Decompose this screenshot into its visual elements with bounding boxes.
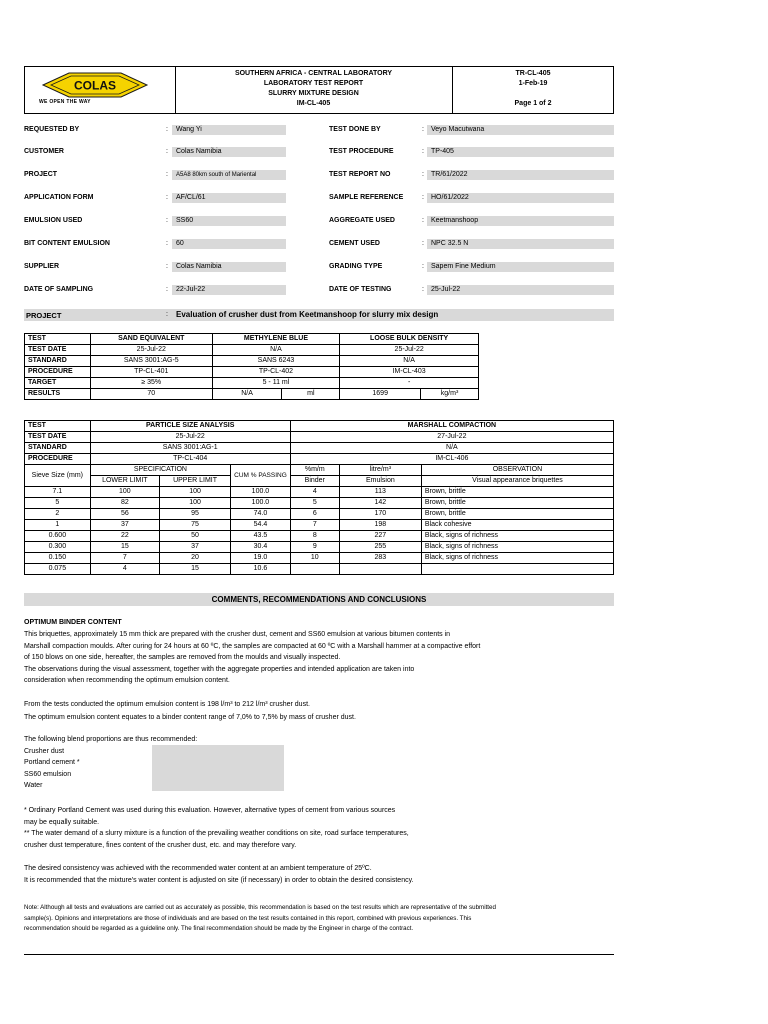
table-cell [339, 564, 421, 575]
table-cell: 2 [25, 509, 91, 520]
th2-pct: %m/m [290, 465, 339, 476]
table-row [25, 509, 614, 520]
info-label: SUPPLIER [24, 263, 60, 270]
table-row [25, 454, 614, 465]
table-cell: 43.5 [231, 531, 291, 542]
table-cell: Black cohesive [421, 520, 613, 531]
table-cell: 142 [339, 498, 421, 509]
th2-psa: PARTICLE SIZE ANALYSIS [90, 421, 290, 432]
table-cell: TP-CL-401 [90, 367, 212, 378]
table-cell: 37 [90, 520, 159, 531]
th2-lower: LOWER LIMIT [90, 476, 159, 487]
table-cell: 10 [290, 553, 339, 564]
info-value: Keetmanshoop [427, 216, 614, 226]
paragraph-line: From the tests conducted the optimum emulsion content is 198 l/m³ to 212 l/m³ crusher dust. [24, 701, 310, 708]
report-type: LABORATORY TEST REPORT [263, 80, 364, 87]
th2-upper: UPPER LIMIT [159, 476, 230, 487]
logo-tagline: WE OPEN THE WAY [39, 99, 91, 105]
th-test: TEST [25, 334, 91, 345]
table-row [25, 345, 479, 356]
table-cell: 54.4 [231, 520, 291, 531]
info-value: Colas Namibia [172, 262, 286, 272]
paragraph-line: Marshall compaction moulds. After curing for 24 hours at 60 ºC, the samples are compacted at 60 ºC with a Marshall hammer at a compactive effort [24, 642, 481, 650]
table-cell: 20 [159, 553, 230, 564]
info-label: CEMENT USED [329, 240, 380, 247]
table-cell: 1 [25, 520, 91, 531]
info-value: Sapem Fine Medium [427, 262, 614, 272]
table-cell: 9 [290, 542, 339, 553]
table-cell: 25-Jul-22 [340, 345, 479, 356]
table-cell: 10.6 [231, 564, 291, 575]
table-cell: 15 [90, 542, 159, 553]
info-colon: : [166, 263, 168, 270]
table-cell: SANS 3001:AG-5 [90, 356, 212, 367]
table-row [25, 432, 614, 443]
info-value: AF/CL/61 [172, 193, 286, 203]
blend-shading [152, 745, 284, 791]
logo-cell [25, 67, 176, 113]
table-cell: TEST DATE [25, 345, 91, 356]
info-label: DATE OF SAMPLING [24, 286, 94, 293]
table-cell: IM-CL-403 [340, 367, 479, 378]
table-cell: 4 [290, 487, 339, 498]
table-cell: 25-Jul-22 [90, 432, 290, 443]
table-cell: TP-CL-402 [212, 367, 340, 378]
table-cell: 19.0 [231, 553, 291, 564]
table-row [25, 520, 614, 531]
table-cell: PROCEDURE [25, 367, 91, 378]
table-cell: 75 [159, 520, 230, 531]
info-colon: : [422, 126, 424, 133]
footnote-line: crusher dust temperature, fines content of the crusher dust, etc. and may therefore vary. [24, 841, 297, 849]
table-cell: 27-Jul-22 [290, 432, 613, 443]
info-label: TEST DONE BY [329, 126, 381, 133]
table-row [25, 356, 479, 367]
info-label: SAMPLE REFERENCE [329, 194, 404, 201]
info-label: BIT CONTENT EMULSION [24, 240, 110, 247]
table-cell: 5 [290, 498, 339, 509]
info-colon: : [422, 171, 424, 178]
paragraph-line: This briquettes, approximately 15 mm thick are prepared with the crusher dust, cement and SS60 emulsion at various bitumen contents in [24, 631, 451, 638]
info-label: PROJECT [24, 171, 58, 178]
table-row [25, 553, 614, 564]
info-value: NPC 32.5 N [427, 239, 614, 249]
table-cell: TP-CL-404 [90, 454, 290, 465]
doc-number: TR-CL-405 [515, 70, 551, 77]
table-cell: ≥ 35% [90, 378, 212, 389]
th-loose-bulk-density: LOOSE BULK DENSITY [340, 334, 479, 345]
info-value: Veyo Macutwana [427, 125, 614, 135]
info-colon: : [422, 217, 424, 224]
table-cell: 30.4 [231, 542, 291, 553]
table-cell: SANS 6243 [212, 356, 340, 367]
info-value: HO/61/2022 [427, 193, 614, 203]
table-cell: 0.150 [25, 553, 91, 564]
th2-spec: SPECIFICATION [90, 465, 230, 476]
result-se: 70 [90, 389, 212, 400]
note-line: sample(s). Opinions and interpretations are those of individuals and are based on the test results contained in this report, combined with previous experiences. This [24, 914, 472, 922]
table-row [25, 378, 479, 389]
info-label: REQUESTED BY [24, 126, 80, 133]
table-cell [290, 564, 339, 575]
table-cell: 283 [339, 553, 421, 564]
report-header [24, 66, 614, 114]
comments-bar: COMMENTS, RECOMMENDATIONS AND CONCLUSIONS [24, 593, 614, 606]
results-label: RESULTS [25, 389, 91, 400]
info-value: TP-405 [427, 147, 614, 157]
th2-emulsion: Emulsion [339, 476, 421, 487]
table-cell: 113 [339, 487, 421, 498]
result-mb: N/A [212, 389, 282, 400]
table-cell: TARGET [25, 378, 91, 389]
project-colon: : [166, 311, 168, 318]
note-line: recommendation should be regarded as a guideline only. The final recommendation should be made by the Engineer in charge of the contract. [24, 925, 414, 932]
table-cell: 100.0 [231, 487, 291, 498]
th2-sieve: Sieve Size (mm) [25, 465, 91, 487]
th2-litre: litre/m³ [339, 465, 421, 476]
info-value: Colas Namibia [172, 147, 286, 157]
page-number: Page 1 of 2 [514, 100, 552, 107]
table-cell: N/A [212, 345, 340, 356]
info-value: A5A8 80km south of Mariental [172, 170, 286, 180]
result-lbd-unit: kg/m³ [421, 389, 479, 400]
info-colon: : [166, 217, 168, 224]
paragraph-line: The observations during the visual assessment, together with the aggregate properties and intended application are taken into [24, 665, 415, 673]
blend-item: SS60 emulsion [24, 770, 72, 778]
table-cell: 7.1 [25, 487, 91, 498]
table-cell: 50 [159, 531, 230, 542]
blend-item: Water [24, 781, 43, 789]
th2-cum: CUM % PASSING [231, 465, 291, 487]
disclaimer-note [24, 903, 616, 935]
doc-date: 1-Feb-19 [518, 80, 548, 87]
table-cell: 100 [90, 487, 159, 498]
table-cell: 5 - 11 ml [212, 378, 340, 389]
table-cell: 15 [159, 564, 230, 575]
method-code: IM-CL-405 [296, 100, 331, 107]
table-cell: 0.600 [25, 531, 91, 542]
info-colon: : [422, 286, 424, 293]
table-cell: 25-Jul-22 [90, 345, 212, 356]
table-cell: 198 [339, 520, 421, 531]
footer-rule [24, 954, 614, 955]
info-value: 60 [172, 239, 286, 249]
table-cell: Black, signs of richness [421, 553, 613, 564]
footnote-line: may be equally suitable. [24, 818, 100, 826]
table-cell: TEST DATE [25, 432, 91, 443]
table-cell: 227 [339, 531, 421, 542]
table-cell: 255 [339, 542, 421, 553]
info-colon: : [166, 286, 168, 293]
table-cell: 100 [159, 498, 230, 509]
blend-item: Crusher dust [24, 748, 65, 755]
info-colon: : [422, 194, 424, 201]
note-line: Note: Although all tests and evaluations are carried out as accurately as possible, this recommendation is based on the test results which are representative of the submitted [24, 904, 496, 911]
table-cell: N/A [340, 356, 479, 367]
table-cell: IM-CL-406 [290, 454, 613, 465]
table-cell: 95 [159, 509, 230, 520]
table-cell [421, 564, 613, 575]
paragraph-line: of 150 blows on one side, hereafter, the samples are removed from the moulds and visually inspected. [24, 654, 341, 661]
result-lbd: 1699 [340, 389, 421, 400]
table-cell: 7 [290, 520, 339, 531]
table-row [25, 542, 614, 553]
table-cell: Black, signs of richness [421, 531, 613, 542]
table-cell: STANDARD [25, 356, 91, 367]
table-cell: 0.075 [25, 564, 91, 575]
table-cell: 170 [339, 509, 421, 520]
header-meta-cell [453, 67, 613, 113]
logo-text: COLAS [74, 78, 116, 93]
table-cell: 8 [290, 531, 339, 542]
paragraph-line: The optimum emulsion content equates to a binder content range of 7,0% to 7,5% by mass of crusher dust. [24, 713, 356, 721]
info-colon: : [166, 194, 168, 201]
comments-heading: OPTIMUM BINDER CONTENT [24, 619, 122, 626]
info-value: SS60 [172, 216, 286, 226]
table-cell: STANDARD [25, 443, 91, 454]
table-row [25, 443, 614, 454]
th2-observation: OBSERVATION [421, 465, 613, 476]
th2-binder: Binder [290, 476, 339, 487]
table-cell: 100.0 [231, 498, 291, 509]
info-label: GRADING TYPE [329, 263, 383, 270]
table-row [25, 367, 479, 378]
project-label: PROJECT [26, 311, 62, 320]
info-colon: : [166, 126, 168, 133]
colas-logo [39, 72, 151, 98]
paragraph-line: It is recommended that the mixture's water content is adjusted on site (if necessary) in order to obtain the desired consistency. [24, 877, 414, 884]
table-cell: N/A [290, 443, 613, 454]
table-cell: 0.300 [25, 542, 91, 553]
table-cell: Brown, brittle [421, 498, 613, 509]
result-mb-unit: ml [282, 389, 340, 400]
th-methylene-blue: METHYLENE BLUE [212, 334, 340, 345]
info-value: 25-Jul-22 [427, 285, 614, 295]
info-label: CUSTOMER [24, 148, 64, 155]
table-cell: Brown, brittle [421, 509, 613, 520]
info-label: APPLICATION FORM [24, 194, 94, 201]
info-colon: : [422, 240, 424, 247]
grading-table [24, 420, 614, 575]
th2-test: TEST [25, 421, 91, 432]
table-cell: 4 [90, 564, 159, 575]
info-value: 22-Jul-22 [172, 285, 286, 295]
table-cell: Black, signs of richness [421, 542, 613, 553]
table-cell: 6 [290, 509, 339, 520]
org-name: SOUTHERN AFRICA - CENTRAL LABORATORY [234, 70, 393, 77]
table-cell: 22 [90, 531, 159, 542]
table-cell: 37 [159, 542, 230, 553]
info-value: Wang Yi [172, 125, 286, 135]
paragraph-line: consideration when recommending the optimum emulsion content. [24, 677, 230, 684]
info-label: EMULSION USED [24, 217, 83, 224]
info-colon: : [166, 240, 168, 247]
info-label: TEST REPORT NO [329, 171, 391, 178]
table-cell: 5 [25, 498, 91, 509]
th-sand-equivalent: SAND EQUIVALENT [90, 334, 212, 345]
design-title: SLURRY MIXTURE DESIGN [268, 90, 359, 97]
th2-marshall: MARSHALL COMPACTION [290, 421, 613, 432]
info-label: TEST PROCEDURE [329, 148, 394, 155]
info-label: DATE OF TESTING [329, 286, 392, 293]
info-label: AGGREGATE USED [329, 217, 395, 224]
tests-table [24, 333, 479, 400]
info-colon: : [422, 263, 424, 270]
footnote-line: ** The water demand of a slurry mixture is a function of the prevailing weather conditions on site, road surface temperatures, [24, 830, 409, 837]
table-cell: 7 [90, 553, 159, 564]
header-title-cell [175, 67, 453, 113]
blend-intro: The following blend proportions are thus recommended: [24, 736, 198, 743]
table-row [25, 498, 614, 509]
table-cell: 100 [159, 487, 230, 498]
table-cell: 56 [90, 509, 159, 520]
table-row [25, 531, 614, 542]
info-colon: : [422, 148, 424, 155]
info-colon: : [166, 148, 168, 155]
th2-visual: Visual appearance briquettes [421, 476, 613, 487]
table-cell: SANS 3001:AG-1 [90, 443, 290, 454]
table-cell: Brown, brittle [421, 487, 613, 498]
info-colon: : [166, 171, 168, 178]
footnote-line: * Ordinary Portland Cement was used during this evaluation. However, alternative types of cement from various sources [24, 807, 396, 814]
table-row [25, 564, 614, 575]
table-cell: 74.0 [231, 509, 291, 520]
table-cell: 82 [90, 498, 159, 509]
table-cell: PROCEDURE [25, 454, 91, 465]
table-row [25, 487, 614, 498]
paragraph-line: The desired consistency was achieved with the recommended water content at an ambient temperature of 25ºC. [24, 865, 372, 872]
info-value: TR/61/2022 [427, 170, 614, 180]
table-cell: - [340, 378, 479, 389]
blend-item: Portland cement * [24, 759, 80, 767]
project-value: Evaluation of crusher dust from Keetmanshoop for slurry mix design [176, 310, 439, 319]
